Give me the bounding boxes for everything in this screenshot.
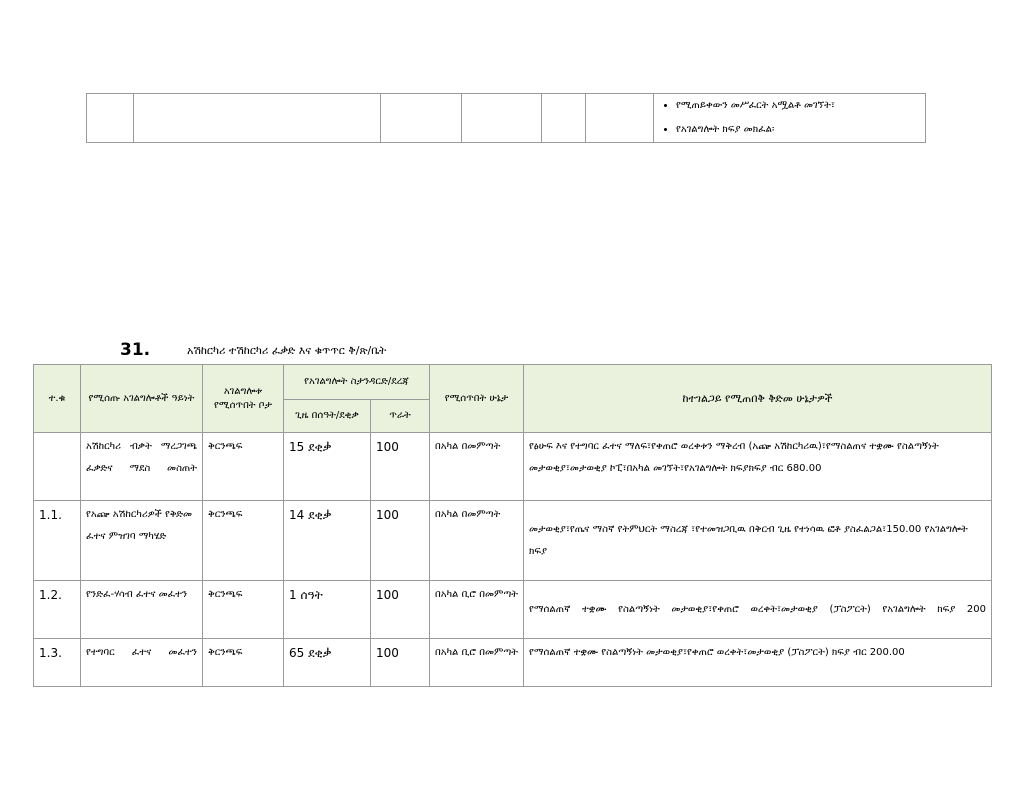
table-row	[34, 501, 992, 581]
list-item: • የአገልግሎት ክፍያ መክፈል፡	[676, 118, 925, 142]
service-name: የአጬ አሽከርካሪዎች የቅድመ ፈተና ምዝገባ ማካሄድ	[81, 501, 203, 581]
service-place: ቅርንጫፍ	[203, 639, 284, 687]
service-quality: 100	[371, 581, 430, 639]
service-time: 14 ደቂቃ	[284, 501, 371, 581]
requirements: የፅሁፍ እና የተግባር ፈተና ማለፍ፣የቀጠሮ ወረቀቱን ማቅረብ (አጬ አሽከርካሪዉ)፣የማስልጠና ተቋሙ የስልጣኝነት መታወቂያ፣መታወቂያ ኮፒ፣በአካል መገኘት፣የአገልግሎት ክፍያክፍያ ብር 680.00	[524, 433, 992, 501]
table-row	[87, 94, 926, 143]
header-delivery-mode: የሚሰጥበት ሁኔታ	[430, 365, 524, 433]
service-name: አሽከርካሪ ብቃት ማረጋገጫ ፈቃድና ማደስ መስጠት	[81, 433, 203, 501]
row-number: 1.1.	[34, 501, 81, 581]
empty-cell	[462, 94, 542, 143]
delivery-mode: በአካል በመምጣት	[430, 433, 524, 501]
service-quality: 100	[371, 501, 430, 581]
service-place: ቅርንጫፍ	[203, 433, 284, 501]
header-requirements: ከተገልጋይ የሚጠበቅ ቅድመ ሁኔታዎች	[524, 365, 992, 433]
list-item: • የሚጠይቀውን መሥፈርት አሟልቶ መገኘት፣	[676, 94, 925, 118]
header-standard: የአገልግሎት ስታንዳርድ/ደረጃ	[284, 365, 430, 400]
delivery-mode: በአካል በመምጣት	[430, 501, 524, 581]
header-service-place: አገልግሎቱ የሚሰጥበት ቦታ	[203, 365, 284, 433]
empty-cell	[586, 94, 654, 143]
service-time: 65 ደቂቃ	[284, 639, 371, 687]
requirements-cell	[654, 94, 926, 143]
header-service-type: የሚሰጡ አገልግሎቶች ዓይነት	[81, 365, 203, 433]
empty-cell	[87, 94, 134, 143]
service-time: 15 ደቂቃ	[284, 433, 371, 501]
service-quality: 100	[371, 639, 430, 687]
requirements: የማሰልጠኛ ተቋሙ የስልጣኝነት መታወቂያ፣የቀጠሮ ወረቀት፣መታወቂያ (ፓስፖርት) ክፍያ ብር 200.00	[524, 639, 992, 687]
requirements: መታወቂያ፣የጤና ማስኛ የትምህርት ማስረጃ ፣የተመዝጋቢዉ በቅርብ ጊዜ የተነሳዉ ፎቶ ያስፈልጋል፣150.00 የአገልግሎት ክፍያ	[524, 501, 992, 581]
row-number: 1.3.	[34, 639, 81, 687]
table-row	[34, 433, 992, 501]
requirements: የማሰልጠኛ ተቋሙ የስልጣኝነት መታወቂያ፣የቀጠሮ ወረቀት፣መታወቂያ (ፓስፖርት) የአገልግሎት ክፍያ 200	[524, 581, 992, 639]
row-number	[34, 433, 81, 501]
service-quality: 100	[371, 433, 430, 501]
service-place: ቅርንጫፍ	[203, 581, 284, 639]
header-row	[34, 365, 992, 400]
services-table	[33, 364, 992, 687]
service-time: 1 ሰዓት	[284, 581, 371, 639]
service-name: የንድፈ-ሃሳብ ፈተና መፈተን	[81, 581, 203, 639]
empty-cell	[381, 94, 462, 143]
service-place: ቅርንጫፍ	[203, 501, 284, 581]
previous-table-fragment	[86, 93, 926, 143]
service-name: የተግባር ፈተና መፈተን	[81, 639, 203, 687]
table-row	[34, 581, 992, 639]
section-title: አሽከርካሪ ተሽከርካሪ ፈቃድ እና ቁጥጥር ቅ/ጽ/ቤት	[187, 344, 387, 357]
row-number: 1.2.	[34, 581, 81, 639]
empty-cell	[542, 94, 586, 143]
delivery-mode: በአካል ቢሮ በመምጣት	[430, 639, 524, 687]
table-row	[34, 639, 992, 687]
empty-cell	[134, 94, 381, 143]
header-quality: ጥራት	[371, 400, 430, 433]
header-no: ተ.ቁ	[34, 365, 81, 433]
requirements-list	[654, 94, 925, 142]
section-number: 31.	[120, 340, 151, 360]
header-time: ጊዜ በሰዓት/ደቂቃ	[284, 400, 371, 433]
delivery-mode: በአካል ቢሮ በመምጣት	[430, 581, 524, 639]
